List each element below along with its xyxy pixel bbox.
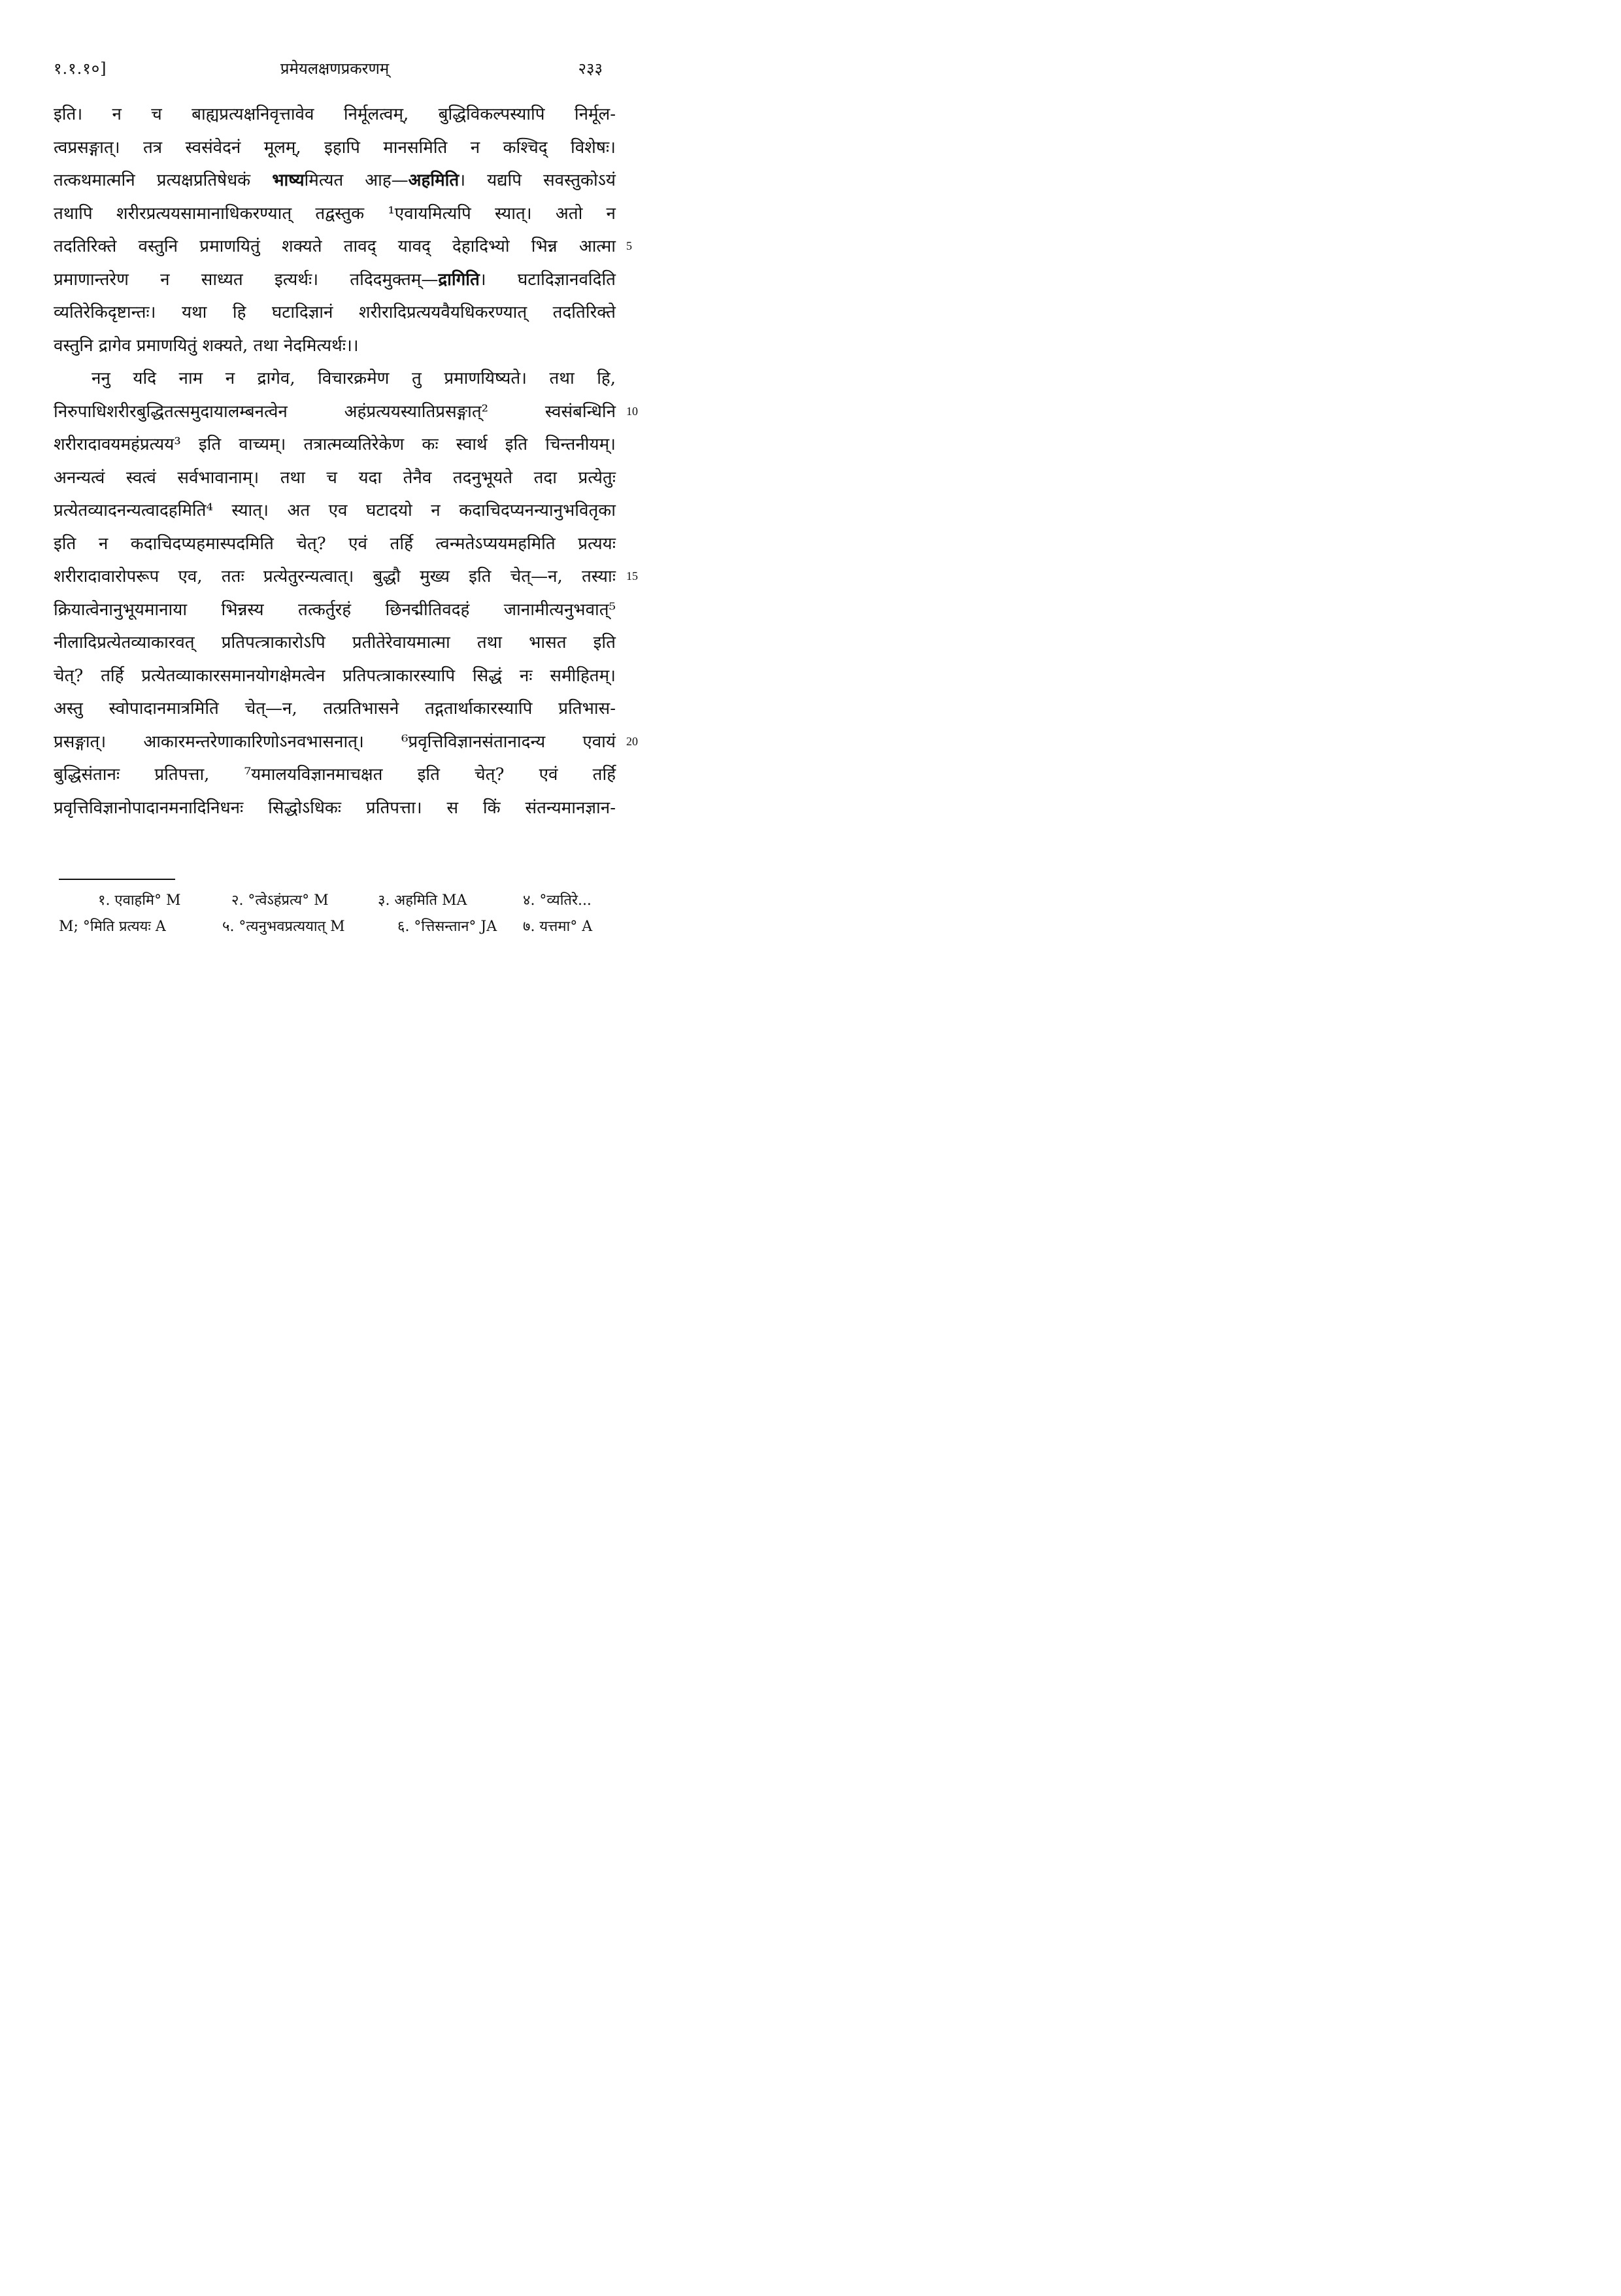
text-line: [54, 692, 616, 726]
text-line: [54, 560, 616, 594]
footnote-6: ६. °त्तिसन्तान° JA: [397, 919, 497, 935]
footnote-3: ३. अहमिति MA: [378, 892, 467, 909]
text-segment: अनन्यत्वं स्वत्वं सर्वभावानाम्। तथा च यदा तेनैव तदनुभूयते तदा प्रत्येतुः: [54, 467, 616, 488]
text-segment: क्रियात्वेनानुभूयमानाया भिन्नस्य तत्कर्तुरहं छिनद्मीतिवदहं जानामीत्यनुभवात्⁵: [54, 599, 616, 620]
text-line: [54, 131, 616, 165]
footnote-row: [54, 888, 616, 914]
text-segment: । यद्यपि सवस्तुकोऽयं: [459, 171, 616, 190]
footnotes: [54, 888, 616, 940]
text-line: [54, 296, 616, 329]
line-number: 5: [626, 239, 632, 252]
text-segment: प्रवृत्तिविज्ञानोपादानमनादिनिधनः सिद्धोऽधिकः प्रतिपत्ता। स किं संतन्यमानज्ञान-: [54, 798, 616, 818]
text-line: [54, 528, 616, 561]
text-segment: अस्तु स्वोपादानमात्रमिति चेत्—न, तत्प्रतिभासने तद्गतार्थाकारस्यापि प्रतिभास-: [54, 699, 616, 718]
text-segment: बुद्धिसंतानः प्रतिपत्ता, ⁷यमालयविज्ञानमाचक्षत इति चेत्? एवं तर्हि: [54, 765, 616, 785]
text-segment: तत्कथमात्मनि प्रत्यक्षप्रतिषेधकं: [54, 171, 273, 190]
footnote-2: २. °त्वेऽहंप्रत्य° M: [231, 892, 329, 909]
text-line: [54, 792, 616, 825]
footnote-row: [54, 914, 616, 940]
text-segment: प्रमाणान्तरेण न साध्यत इत्यर्थः। तदिदमुक्तम्—: [54, 269, 439, 290]
footnote-1: १. एवाहमि° M: [98, 892, 181, 909]
page-header: [54, 58, 616, 84]
text-line: [54, 98, 616, 131]
footnote-4: ४. °व्यतिरे...: [523, 892, 592, 909]
text-segment: प्रत्येतव्यादनन्यत्वादहमिति⁴ स्यात्। अत एव घटादयो न कदाचिदप्यनन्यानुभवितृका: [54, 501, 616, 520]
text-segment: तदतिरिक्ते वस्तुनि प्रमाणयितुं शक्यते तावद् यावद् देहादिभ्यो भिन्न आत्मा: [54, 237, 616, 256]
text-segment: तथापि शरीरप्रत्ययसामानाधिकरण्यात् तद्वस्तुक ¹एवायमित्यपि स्यात्। अतो न: [54, 203, 616, 224]
text-segment: शरीरादावारोपरूप एव, ततः प्रत्येतुरन्यत्वात्। बुद्धौ मुख्य इति चेत्—न, तस्याः: [54, 567, 616, 586]
bold-lemma: भाष्य: [272, 171, 305, 190]
text-segment: इति। न च बाह्यप्रत्यक्षनिवृत्तावेव निर्मूलत्वम्, बुद्धिविकल्पस्यापि निर्मूल-: [54, 105, 616, 124]
text-line: [54, 396, 616, 429]
text-segment: मित्यत आह—: [304, 171, 409, 190]
text-line: [54, 660, 616, 693]
main-text: [54, 98, 616, 824]
text-line: [54, 494, 616, 528]
text-segment: । घटादिज्ञानवदिति: [479, 269, 616, 290]
text-segment: निरुपाधिशरीरबुद्धितत्समुदायालम्बनत्वेन अहंप्रत्ययस्यातिप्रसङ्गात्² स्वसंबन्धिनि: [54, 401, 616, 422]
text-line: [54, 329, 616, 363]
text-line: [54, 197, 616, 231]
bold-lemma: अहमिति: [408, 171, 460, 190]
text-segment: शरीरादावयमहंप्रत्यय³ इति वाच्यम्। तत्रात्मव्यतिरेकेण कः स्वार्थ इति चिन्तनीयम्।: [54, 435, 616, 454]
text-segment: ननु यदि नाम न द्रागेव, विचारक्रमेण तु प्रमाणयिष्यते। तथा हि,: [92, 369, 616, 388]
line-number: 20: [626, 734, 638, 748]
text-line: [54, 594, 616, 627]
text-line: [54, 758, 616, 792]
running-title: प्रमेयलक्षणप्रकरणम्: [280, 59, 390, 78]
text-segment: वस्तुनि द्रागेव प्रमाणयितुं शक्यते, तथा नेदमित्यर्थः।।: [54, 335, 359, 356]
footnote-divider: [59, 879, 175, 880]
line-number: 15: [626, 569, 638, 582]
text-line: [54, 230, 616, 263]
footnote-4-cont: M; °मिति प्रत्ययः A: [59, 919, 166, 935]
text-line: [54, 164, 616, 197]
line-number: 10: [626, 404, 638, 418]
text-line: [54, 462, 616, 495]
text-segment: इति न कदाचिदप्यहमास्पदमिति चेत्? एवं तर्हि त्वन्मतेऽप्ययमहमिति प्रत्ययः: [54, 533, 616, 554]
text-segment: चेत्? तर्हि प्रत्येतव्याकारसमानयोगक्षेमत्वेन प्रतिपत्त्राकारस्यापि सिद्धं नः समीहितम्।: [54, 666, 616, 686]
text-line: [54, 626, 616, 660]
footnote-5: ५. °त्यनुभवप्रत्ययात् M: [222, 919, 345, 935]
text-line: [54, 263, 616, 297]
footnote-7: ७. यत्तमा° A: [523, 919, 593, 935]
text-segment: व्यतिरेकिदृष्टान्तः। यथा हि घटादिज्ञानं शरीरादिप्रत्ययवैयधिकरण्यात् तदतिरिक्ते: [54, 303, 616, 322]
section-reference: १.१.१०]: [54, 59, 107, 78]
text-line: [54, 428, 616, 462]
bold-lemma: द्रागिति: [438, 269, 480, 290]
text-segment: प्रसङ्गात्। आकारमन्तरेणाकारिणोऽनवभासनात्। ⁶प्रवृत्तिविज्ञानसंतानादन्य एवायं: [54, 732, 616, 752]
text-line: [54, 362, 616, 396]
text-line: [54, 726, 616, 759]
page-number: २३३: [578, 59, 603, 78]
text-segment: नीलादिप्रत्येतव्याकारवत् प्रतिपत्त्राकारोऽपि प्रतीतेरेवायमात्मा तथा भासत इति: [54, 633, 616, 652]
text-segment: त्वप्रसङ्गात्। तत्र स्वसंवेदनं मूलम्, इहापि मानसमिति न कश्चिद् विशेषः।: [54, 137, 616, 158]
